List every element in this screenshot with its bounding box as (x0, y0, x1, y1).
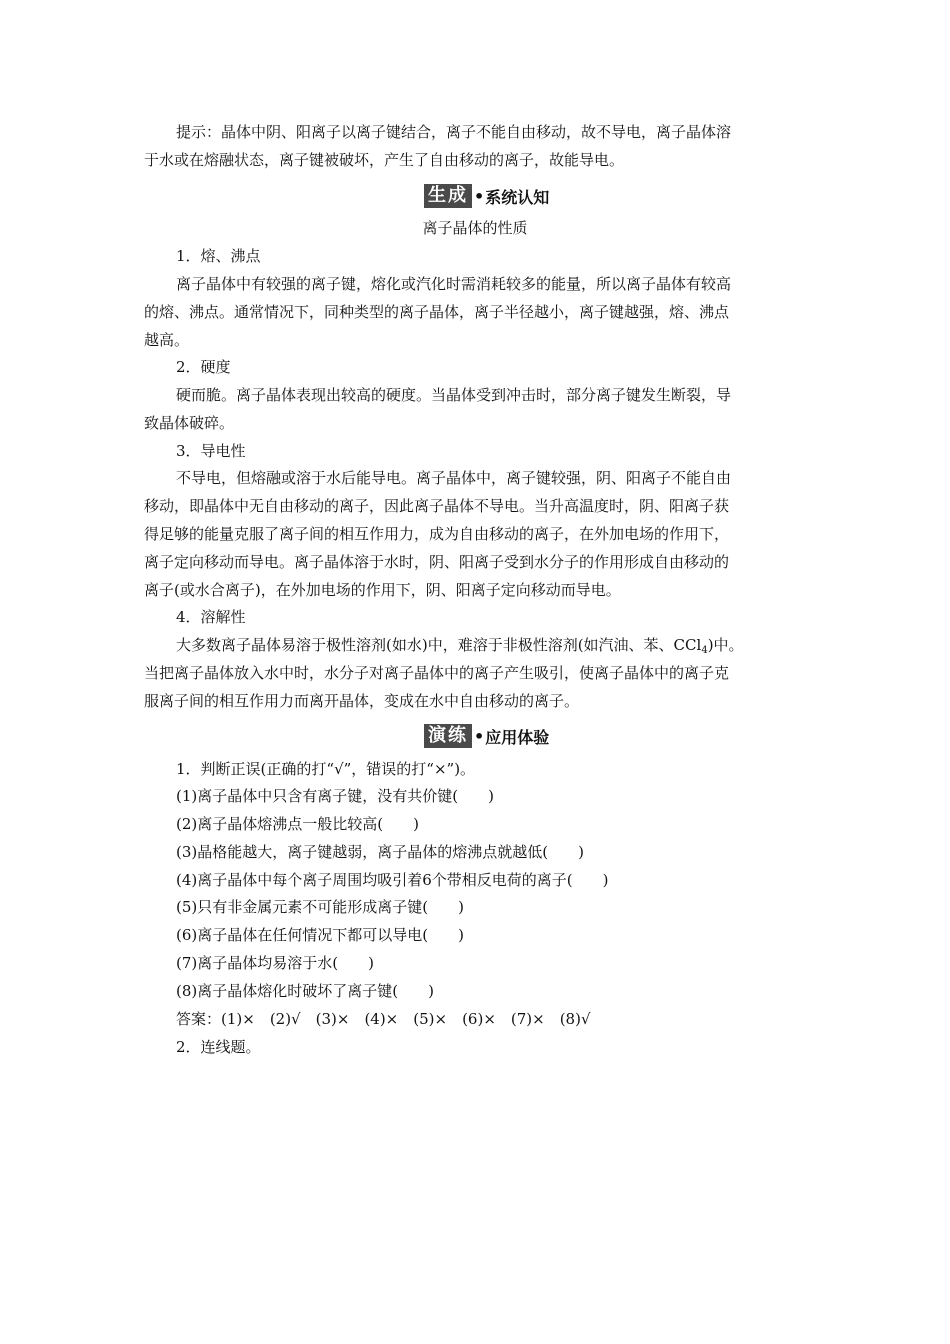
section-title: 离子晶体的性质 (422, 219, 528, 237)
solubility-heading: 4．溶解性 (176, 608, 246, 626)
banner-generate-box: 生成 (424, 184, 472, 208)
melting-line-2: 的熔、沸点。通常情况下，同种类型的离子晶体，离子半径越小，离子键越强，熔、沸点 (144, 303, 730, 321)
banner-practice-dot: • (474, 726, 485, 746)
hardness-heading: 2．硬度 (176, 358, 231, 376)
hardness-line-2: 致晶体破碎。 (144, 414, 235, 432)
banner-generate-dot: • (474, 186, 485, 206)
melting-heading: 1．熔、沸点 (176, 247, 261, 265)
banner-practice (424, 723, 549, 749)
question-item-7: (7)离子晶体均易溶于水( ) (176, 954, 374, 972)
conductivity-line-3: 得足够的能量克服了离子间的相互作用力，成为自由移动的离子，在外加电场的作用下， (144, 525, 730, 543)
question-item-4: (4)离子晶体中每个离子周围均吸引着6个带相反电荷的离子( ) (176, 871, 609, 889)
conductivity-heading: 3．导电性 (176, 442, 246, 460)
melting-line-3: 越高。 (144, 331, 190, 349)
solubility-line-3: 服离子间的相互作用力而离开晶体，变成在水中自由移动的离子。 (144, 692, 580, 710)
answer-line: 答案：(1)× (2)√ (3)× (4)× (5)× (6)× (7)× (8)√ (176, 1010, 591, 1028)
question-1: 1．判断正误(正确的打“√”，错误的打“×”)。 (176, 760, 476, 778)
banner-generate-text: 系统认知 (485, 187, 550, 207)
conductivity-line-4: 离子定向移动而导电。离子晶体溶于水时，阴、阳离子受到水分子的作用形成自由移动的 (144, 553, 730, 571)
solubility-line-1 (176, 635, 744, 661)
question-item-6: (6)离子晶体在任何情况下都可以导电( ) (176, 926, 464, 944)
melting-line-1: 离子晶体中有较强的离子键，熔化或汽化时需消耗较多的能量，所以离子晶体有较高 (176, 275, 732, 293)
hint-line-1: 提示：晶体中阴、阳离子以离子键结合，离子不能自由移动，故不导电，离子晶体溶 (176, 123, 732, 141)
solubility-line-1-main: 大多数离子晶体易溶于极性溶剂(如水)中，难溶于非极性溶剂(如汽油、苯、CCl (176, 636, 702, 654)
ccl4-subscript: 4 (701, 645, 708, 656)
solubility-line-2: 当把离子晶体放入水中时，水分子对离子晶体中的离子产生吸引，使离子晶体中的离子克 (144, 664, 730, 682)
question-item-8: (8)离子晶体熔化时破坏了离子键( ) (176, 982, 434, 1000)
banner-generate (424, 183, 549, 209)
question-item-1: (1)离子晶体中只含有离子键，没有共价键( ) (176, 787, 494, 805)
conductivity-line-2: 移动，即晶体中无自由移动的离子，因此离子晶体不导电。当升高温度时，阴、阳离子获 (144, 497, 730, 515)
question-item-3: (3)晶格能越大，离子键越弱，离子晶体的熔沸点就越低( ) (176, 843, 584, 861)
conductivity-line-1: 不导电，但熔融或溶于水后能导电。离子晶体中，离子键较强，阴、阳离子不能自由 (176, 469, 732, 487)
hardness-line-1: 硬而脆。离子晶体表现出较高的硬度。当晶体受到冲击时，部分离子键发生断裂，导 (176, 386, 732, 404)
hint-line-2: 于水或在熔融状态，离子键被破坏，产生了自由移动的离子，故能导电。 (144, 151, 625, 169)
question-2: 2．连线题。 (176, 1038, 261, 1056)
conductivity-line-5: 离子(或水合离子)，在外加电场的作用下，阴、阳离子定向移动而导电。 (144, 581, 621, 599)
question-item-5: (5)只有非金属元素不可能形成离子键( ) (176, 898, 464, 916)
question-item-2: (2)离子晶体熔沸点一般比较高( ) (176, 815, 419, 833)
banner-practice-text: 应用体验 (485, 727, 550, 747)
banner-practice-box: 演练 (424, 724, 472, 748)
solubility-line-1-end: )中。 (707, 636, 744, 654)
